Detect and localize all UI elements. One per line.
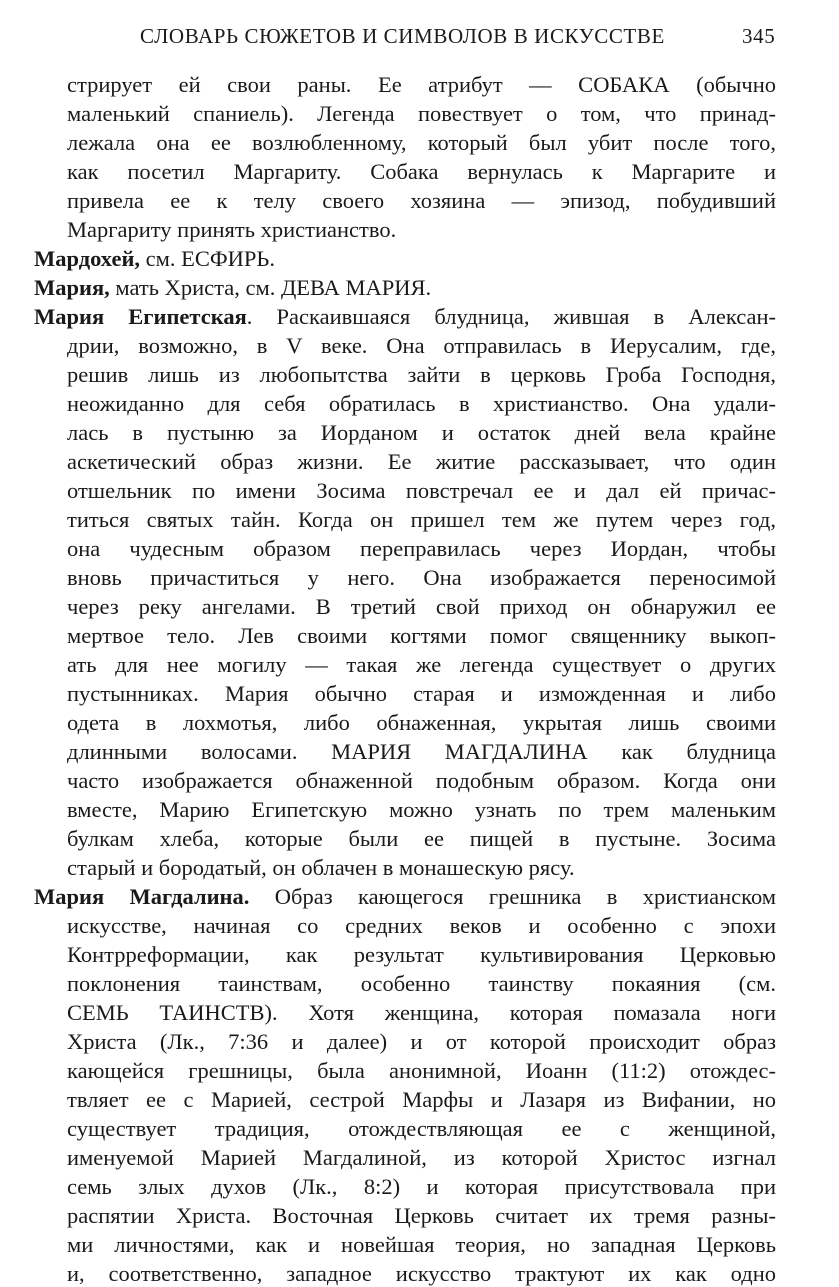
text-line: искусстве, начиная со средних веков и особенно с эпохи: [67, 913, 776, 938]
text-line: она чудесным образом переправилась через Иордан, чтобы: [67, 536, 776, 561]
text-line: лежала она ее возлюбленному, который был убит после того,: [67, 130, 776, 155]
text-line: вместе, Марию Египетскую можно узнать по трем маленьким: [67, 797, 776, 822]
text-line: вновь причаститься у него. Она изображается переносимой: [67, 565, 776, 590]
text-line: пустынниках. Мария обычно старая и изможденная и либо: [67, 681, 776, 706]
text-line: часто изображается обнаженной подобным образом. Когда они: [67, 768, 776, 793]
text-line: булкам хлеба, которые были ее пищей в пустыне. Зосима: [67, 826, 776, 851]
page-number: 345: [742, 24, 776, 48]
text-line: кающейся грешницы, была анонимной, Иоанн (11:2) отождес-: [67, 1058, 776, 1083]
text-line: и, соответственно, западное искусство трактуют их как одно: [67, 1261, 776, 1286]
entry-mordecai: Мардохей, см. ЕСФИРЬ.: [34, 246, 275, 271]
entry-mary-magdalene: Мария Магдалина. Образ кающегося грешника в христианском: [34, 884, 776, 909]
text-line: решив лишь из любопытства зайти в церковь Гроба Господня,: [67, 362, 776, 387]
entry-headword: Мардохей,: [34, 246, 141, 271]
text-line: СЕМЬ ТАИНСТВ). Хотя женщина, которая помазала ноги: [67, 1000, 776, 1025]
text-line: ми личностями, как и новейшая теория, но западная Церковь: [67, 1232, 776, 1257]
text-line: поклонения таинствам, особенно таинству покаяния (см.: [67, 971, 776, 996]
text-line: неожиданно для себя обратилась в христианство. Она удали-: [67, 391, 776, 416]
entry-headword: Мария Египетская: [34, 304, 247, 329]
text-line: привела ее к телу своего хозяина — эпизод, побудивший: [67, 188, 776, 213]
running-header: [0, 24, 839, 54]
text-line: маленький спаниель). Легенда повествует о том, что принад-: [67, 101, 776, 126]
text-line: именуемой Марией Магдалиной, из которой Христос изгнал: [67, 1145, 776, 1170]
entry-headword: Мария,: [34, 275, 110, 300]
text-line: одета в лохмотья, либо обнаженная, укрытая лишь своими: [67, 710, 776, 735]
text-line: как посетил Маргариту. Собака вернулась к Маргарите и: [67, 159, 776, 184]
text-line: отшельник по имени Зосима повстречал ее и дал ей причас-: [67, 478, 776, 503]
text-line: семь злых духов (Лк., 8:2) и которая присутствовала при: [67, 1174, 776, 1199]
text-line: Контрреформации, как результат культивирования Церковью: [67, 942, 776, 967]
text-line: аскетический образ жизни. Ее житие рассказывает, что один: [67, 449, 776, 474]
text-line: стрирует ей свои раны. Ее атрибут — СОБАКА (обычно: [67, 72, 776, 97]
text-line: лась в пустыню за Иорданом и остаток дней вела крайне: [67, 420, 776, 445]
text-line: длинными волосами. МАРИЯ МАГДАЛИНА как блудница: [67, 739, 776, 764]
entry-headword: Мария Магдалина.: [34, 884, 250, 909]
text-line: твляет ее с Марией, сестрой Марфы и Лазаря из Вифании, но: [67, 1087, 776, 1112]
running-title: СЛОВАРЬ СЮЖЕТОВ И СИМВОЛОВ В ИСКУССТВЕ: [140, 24, 665, 48]
text-line: через реку ангелами. В третий свой приход он обнаружил ее: [67, 594, 776, 619]
text-line: Христа (Лк., 7:36 и далее) и от которой происходит образ: [67, 1029, 776, 1054]
text-line: титься святых тайн. Когда он пришел тем же путем через год,: [67, 507, 776, 532]
entry-mary-of-egypt: Мария Египетская. Раскаившаяся блудница, жившая в Алексан-: [34, 304, 776, 329]
entry-maria: Мария, мать Христа, см. ДЕВА МАРИЯ.: [34, 275, 432, 300]
text-line: существует традиция, отождествляющая ее с женщиной,: [67, 1116, 776, 1141]
text-line: Маргариту принять христианство.: [67, 217, 397, 242]
text-line: дрии, возможно, в V веке. Она отправилась в Иерусалим, где,: [67, 333, 776, 358]
text-line: распятии Христа. Восточная Церковь считает их тремя разны-: [67, 1203, 776, 1228]
text-line: ать для нее могилу — такая же легенда существует о других: [67, 652, 776, 677]
text-line: мертвое тело. Лев своими когтями помог священнику выкоп-: [67, 623, 776, 648]
text-line: старый и бородатый, он облачен в монашескую рясу.: [67, 855, 575, 880]
